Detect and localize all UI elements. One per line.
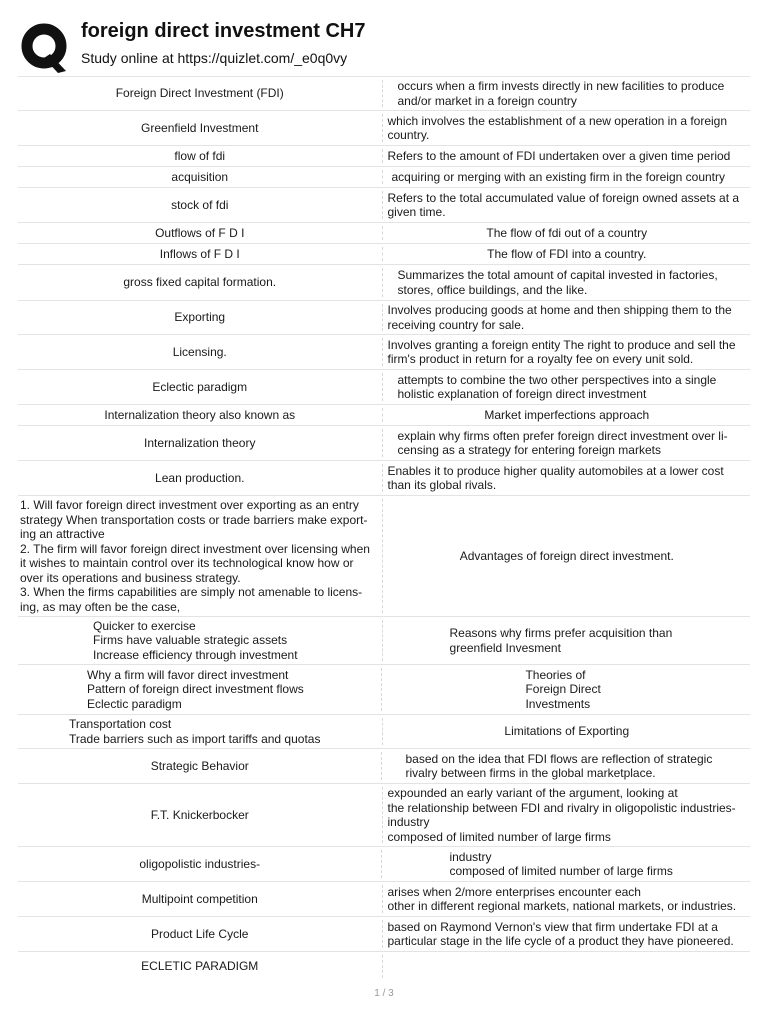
definition-cell: Market imperfections approach: [484, 407, 650, 422]
table-row: [18, 715, 750, 749]
table-row: [18, 917, 750, 952]
definition-cell: Refers to the amount of FDI undertaken over a given time period: [387, 148, 731, 163]
table-row: [18, 301, 750, 335]
table-row: [18, 146, 750, 167]
term-cell: Eclectic paradigm: [152, 379, 248, 394]
term-cell: Product Life Cycle: [151, 926, 249, 941]
table-row: [18, 244, 750, 265]
quizlet-q-logo: [20, 22, 72, 74]
term-cell: F.T. Knickerbocker: [150, 807, 249, 822]
definition-cell: Summarizes the total amount of capital invested in factories, stores, office buildings, and the like.: [397, 268, 718, 297]
term-cell: Foreign Direct Investment (FDI): [115, 86, 284, 101]
page-title: foreign direct investment CH7: [81, 20, 366, 42]
term-cell: 1. Will favor foreign direct investment over exporting as an entry strategy When transportation costs or trade barriers make export- ing an attractive 2. The firm will favor foreign direct investment over licensing when it wishes to maintain control over its technological know how or over its operations and business strategy. 3. When the firms capabilities are simply not amenable to licens- ing, as may often be the case,: [20, 498, 370, 614]
table-row: [18, 405, 750, 426]
term-cell: Multipoint competition: [141, 891, 258, 906]
term-cell: Lean production.: [155, 470, 245, 485]
definition-cell: Advantages of foreign direct investment.: [459, 548, 674, 563]
table-row: [18, 167, 750, 188]
term-cell: gross fixed capital formation.: [123, 275, 277, 290]
definition-cell: The flow of FDI into a country.: [487, 246, 647, 261]
definition-cell: which involves the establishment of a new operation in a foreign country.: [387, 113, 728, 142]
term-cell: Strategic Behavior: [150, 758, 249, 773]
term-cell: Internalization theory: [144, 435, 256, 450]
definition-cell: Refers to the total accumulated value of foreign owned assets at a given time.: [387, 190, 740, 219]
header: [0, 0, 768, 78]
table-row: [18, 111, 750, 146]
term-cell: Transportation cost Trade barriers such as import tariffs and quotas: [69, 717, 321, 746]
table-row: [18, 77, 750, 111]
table-row: [18, 335, 750, 370]
table-row: [18, 784, 750, 847]
table-row: [18, 882, 750, 917]
term-cell: flow of fdi: [174, 148, 226, 163]
definition-cell: based on Raymond Vernon's view that firm undertake FDI at a particular stage in the life cycle of a product they have pioneered.: [387, 919, 734, 948]
table-row: [18, 265, 750, 301]
table-row: [18, 665, 750, 715]
definition-cell: Enables it to produce higher quality automobiles at a lower cost than its global rivals.: [387, 463, 724, 492]
term-cell: Internalization theory also known as: [104, 407, 296, 422]
term-cell: stock of fdi: [171, 197, 229, 212]
table-row: [18, 426, 750, 461]
flashcard-table: [18, 76, 750, 981]
table-row: [18, 188, 750, 223]
definition-cell: industry composed of limited number of large firms: [449, 849, 673, 878]
definition-cell: Involves granting a foreign entity The right to produce and sell the firm's product in return for a royalty fee on every unit sold.: [387, 337, 736, 366]
definition-cell: arises when 2/more enterprises encounter each other in different regional markets, national markets, or industries.: [387, 884, 737, 913]
definition-cell: occurs when a firm invests directly in new facilities to produce and/or market in a foreign country: [397, 79, 725, 108]
study-link[interactable]: Study online at https://quizlet.com/_e0q0vy: [81, 50, 348, 66]
table-row: [18, 370, 750, 405]
definition-cell: explain why firms often prefer foreign direct investment over li- censing as a strategy for entering foreign markets: [397, 428, 728, 457]
term-cell: Inflows of F D I: [159, 246, 240, 261]
term-cell: Exporting: [174, 310, 226, 325]
definition-cell: Limitations of Exporting: [504, 724, 630, 739]
term-cell: Why a firm will favor direct investment Pattern of foreign direct investment flows Eclectic paradigm: [87, 667, 304, 711]
definition-cell: attempts to combine the two other perspectives into a single holistic explanation of foreign direct investment: [397, 372, 717, 401]
term-cell: Licensing.: [172, 344, 227, 359]
definition-cell: Involves producing goods at home and then shipping them to the receiving country for sale.: [387, 303, 732, 332]
term-cell: Greenfield Investment: [141, 120, 259, 135]
definition-cell: Reasons why firms prefer acquisition than greenfield Invesment: [449, 626, 673, 655]
definition-cell: [384, 952, 751, 981]
term-cell: acquisition: [171, 169, 229, 184]
term-cell: Quicker to exercise Firms have valuable strategic assets Increase efficiency through investment: [93, 618, 298, 662]
term-cell: ECLETIC PARADIGM: [141, 959, 259, 974]
term-cell: Outflows of F D I: [155, 225, 245, 240]
table-row: [18, 847, 750, 882]
definition-cell: based on the idea that FDI flows are reflection of strategic rivalry between firms in the global marketplace.: [405, 751, 713, 780]
table-row: [18, 749, 750, 784]
table-row: [18, 461, 750, 496]
definition-cell: expounded an early variant of the argument, looking at the relationship between FDI and rivalry in oligopolistic industries- industry composed of limited number of large firms: [387, 786, 736, 844]
definition-cell: The flow of fdi out of a country: [486, 225, 648, 240]
table-row: [18, 223, 750, 244]
table-row: [18, 617, 750, 665]
table-row: [18, 952, 750, 981]
table-row: [18, 496, 750, 617]
term-cell: oligopolistic industries-: [139, 856, 261, 871]
page-number: 1 / 3: [374, 988, 394, 999]
definition-cell: acquiring or merging with an existing firm in the foreign country: [391, 169, 725, 184]
definition-cell: Theories of Foreign Direct Investments: [525, 667, 601, 711]
